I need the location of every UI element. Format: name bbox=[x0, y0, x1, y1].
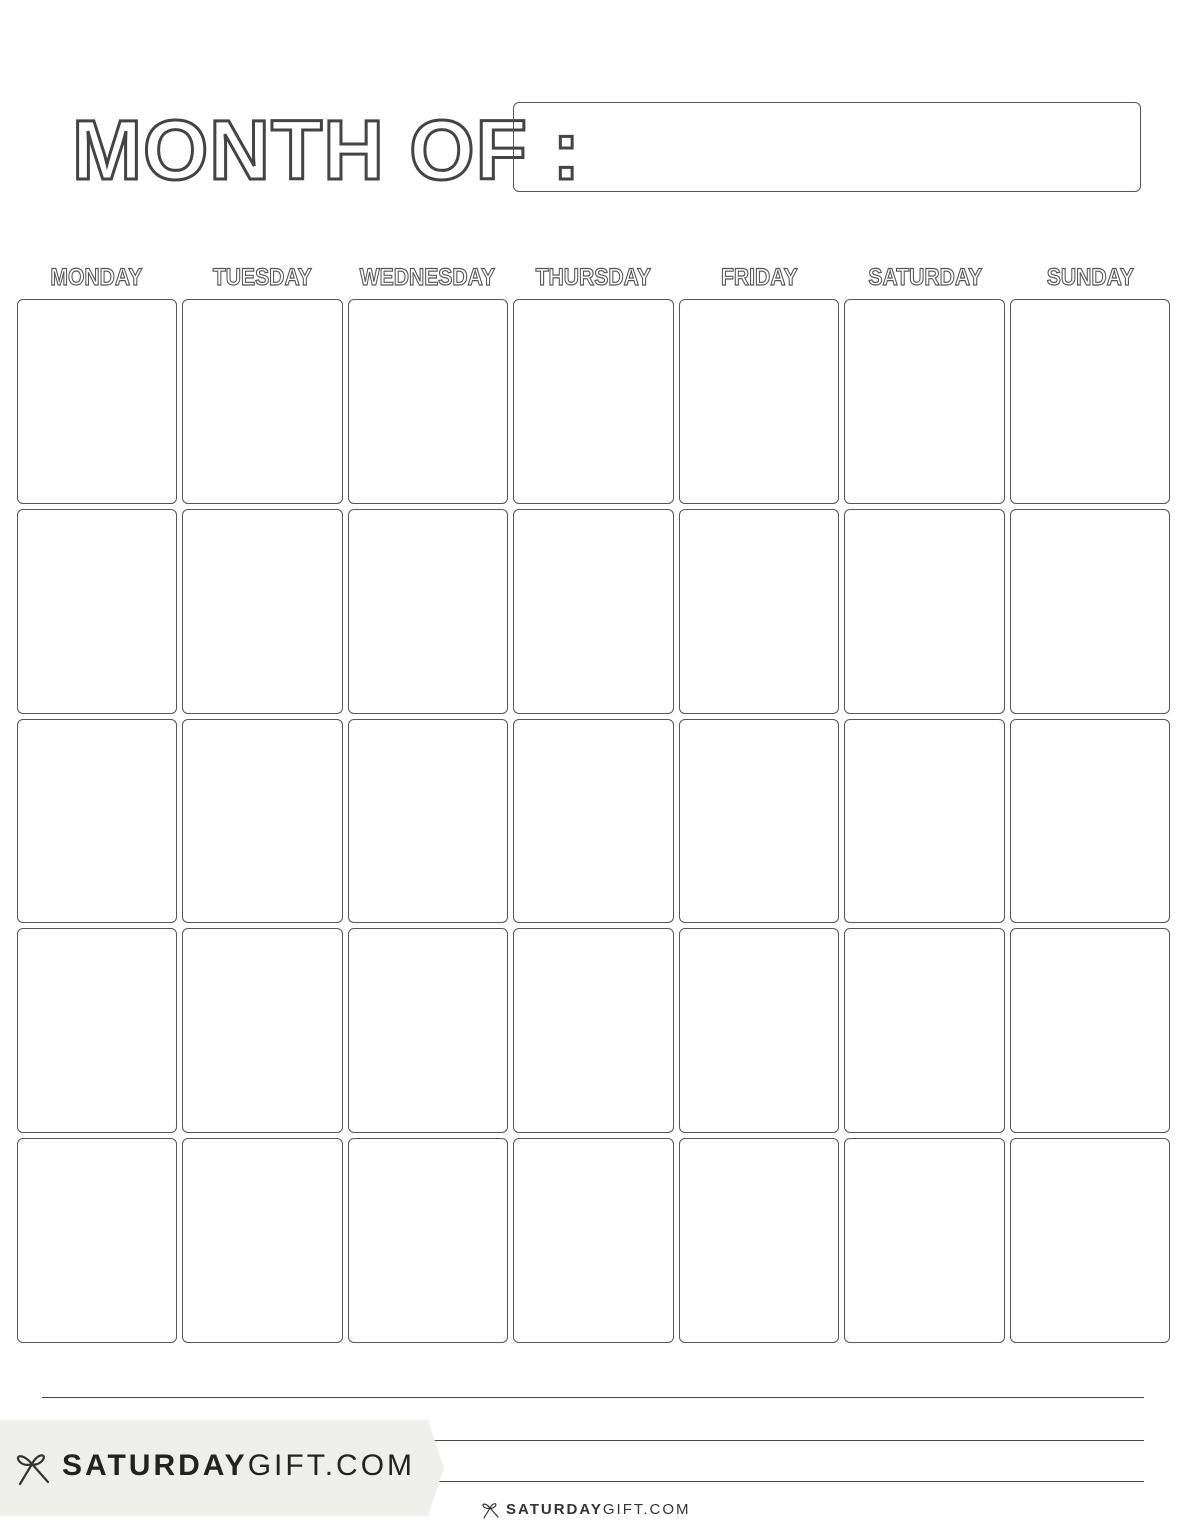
weekday-label: WEDNESDAY bbox=[360, 264, 496, 291]
weekday-label: SUNDAY bbox=[1047, 264, 1135, 291]
day-cell[interactable] bbox=[182, 719, 342, 924]
weekday-header-row bbox=[16, 260, 1171, 296]
weekday-label: MONDAY bbox=[50, 264, 143, 291]
weekday-label: FRIDAY bbox=[720, 264, 798, 291]
day-cell[interactable] bbox=[679, 509, 839, 714]
day-cell[interactable] bbox=[513, 1138, 673, 1343]
notes-line[interactable] bbox=[432, 1440, 1144, 1441]
day-cell[interactable] bbox=[844, 509, 1004, 714]
weekday-label: THURSDAY bbox=[535, 264, 652, 291]
month-name-field[interactable] bbox=[513, 102, 1141, 192]
day-cell[interactable] bbox=[679, 719, 839, 924]
notes-line[interactable] bbox=[432, 1481, 1144, 1482]
day-cell[interactable] bbox=[1010, 1138, 1170, 1343]
day-cell[interactable] bbox=[17, 299, 177, 504]
day-cell[interactable] bbox=[348, 299, 508, 504]
brand-logo-small bbox=[478, 1496, 691, 1522]
day-cell[interactable] bbox=[679, 1138, 839, 1343]
day-cell[interactable] bbox=[1010, 928, 1170, 1133]
day-cell[interactable] bbox=[513, 299, 673, 504]
day-cell[interactable] bbox=[17, 719, 177, 924]
day-cell[interactable] bbox=[348, 719, 508, 924]
brand-name-small: SATURDAYGIFT.COM bbox=[506, 1500, 691, 1518]
day-cell[interactable] bbox=[679, 928, 839, 1133]
brand-logo bbox=[8, 1438, 415, 1494]
weekday-label: SATURDAY bbox=[867, 264, 982, 291]
day-cell[interactable] bbox=[844, 928, 1004, 1133]
day-cell[interactable] bbox=[513, 928, 673, 1133]
ribbon-bow-icon bbox=[478, 1497, 502, 1521]
ribbon-bow-icon bbox=[8, 1442, 56, 1490]
day-cell[interactable] bbox=[1010, 509, 1170, 714]
day-cell[interactable] bbox=[348, 1138, 508, 1343]
day-cell[interactable] bbox=[844, 299, 1004, 504]
weekday-label: TUESDAY bbox=[212, 264, 312, 291]
day-cell[interactable] bbox=[844, 1138, 1004, 1343]
day-cell[interactable] bbox=[844, 719, 1004, 924]
brand-name: SATURDAYGIFT.COM bbox=[62, 1449, 416, 1482]
day-cell[interactable] bbox=[513, 719, 673, 924]
calendar-grid bbox=[17, 299, 1170, 1343]
day-cell[interactable] bbox=[513, 509, 673, 714]
day-cell[interactable] bbox=[348, 509, 508, 714]
day-cell[interactable] bbox=[17, 928, 177, 1133]
day-cell[interactable] bbox=[182, 1138, 342, 1343]
day-cell[interactable] bbox=[17, 509, 177, 714]
day-cell[interactable] bbox=[17, 1138, 177, 1343]
day-cell[interactable] bbox=[182, 299, 342, 504]
day-cell[interactable] bbox=[1010, 719, 1170, 924]
day-cell[interactable] bbox=[182, 928, 342, 1133]
page-title: MONTH OF : bbox=[72, 103, 582, 197]
day-cell[interactable] bbox=[1010, 299, 1170, 504]
day-cell[interactable] bbox=[348, 928, 508, 1133]
day-cell[interactable] bbox=[679, 299, 839, 504]
notes-line[interactable] bbox=[42, 1397, 1144, 1398]
day-cell[interactable] bbox=[182, 509, 342, 714]
